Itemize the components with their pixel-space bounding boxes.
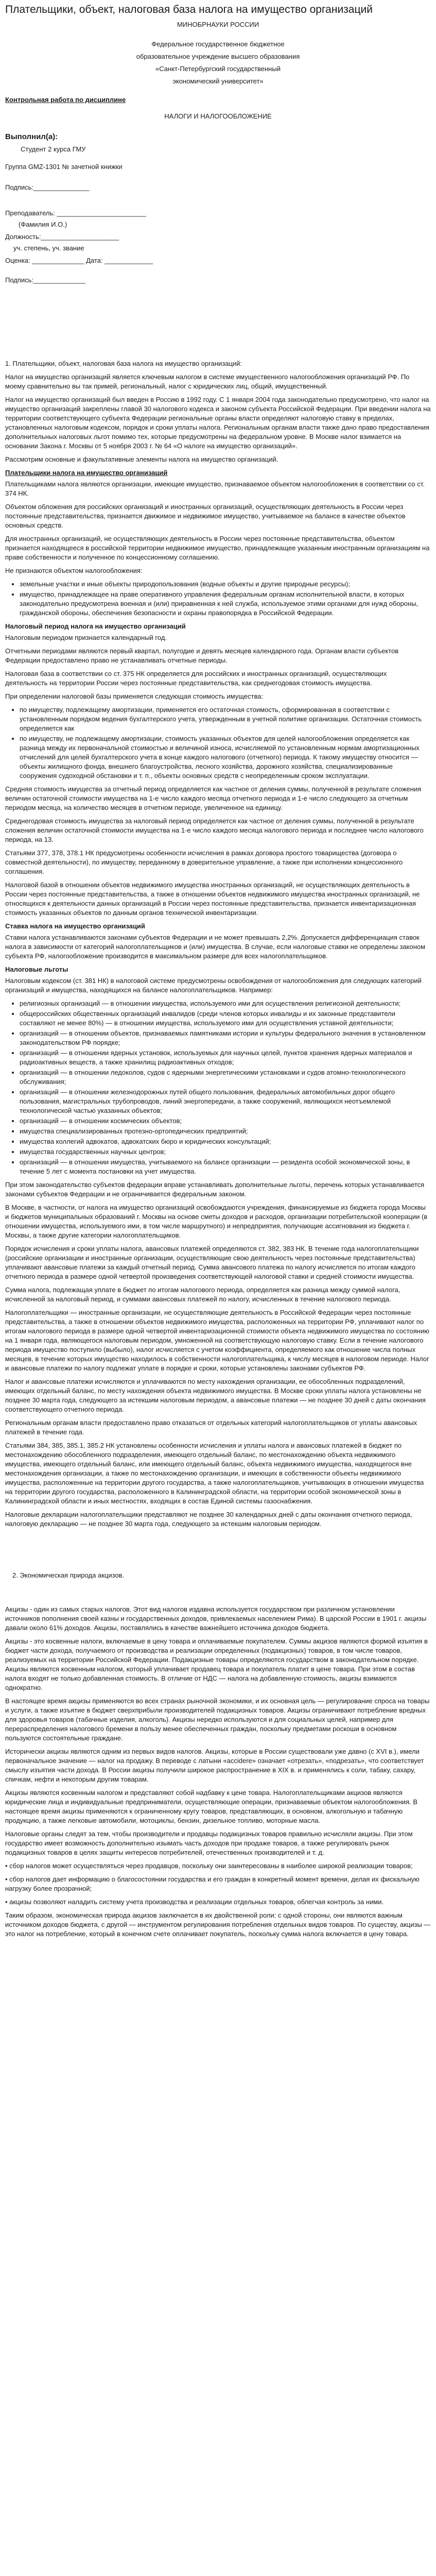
list-item: • по имуществу, подлежащему амортизации, применяется его остаточная стоимость, сформированная в соответствии с установленным порядком ведения бухгалтерского учета, утвержденным в учетной политике организации. Остаточная стоимость определяется как xyxy=(20,705,431,733)
period-heading: Налоговый период налога на имущество организаций xyxy=(5,622,186,630)
signature-line: Подпись:_______________ xyxy=(5,183,90,191)
payers-paragraph-1: Плательщиками налога являются организации, имеющие имущество, признаваемое объектом налогообложения в соответствии со ст. 374 НК. xyxy=(5,480,425,497)
period-paragraph-3: Налоговая база в соответствии со ст. 375 НК определяется для российских и иностранных организаций, осуществляющих деятельность на территории России через постоянные представительства, как среднегодовая стоимость имущества. xyxy=(5,670,387,687)
list-item: • организаций — в отношении объектов, признаваемых памятниками истории и культуры федерального значения в установленном законодательством РФ порядке; xyxy=(20,1029,431,1047)
list-item: • земельные участки и иные объекты природопользования (водные объекты и другие природные ресурсы); xyxy=(20,580,431,589)
payers-paragraph-3: Для иностранных организаций, не осуществляющих деятельность в России через постоянные представительства, объектом признается находящееся в российской территории недвижимое имущество, принадлежащее указанным иностранным организациям на праве собственности и полученное по концессионному соглашению. xyxy=(5,535,430,561)
header-line-4: экономический университет» xyxy=(172,77,264,85)
benefits-paragraph-6: Налогоплательщики — иностранные организации, не осуществляющие деятельность в Российской Федерации через постоянные представительства, а также в отношении объектов недвижимого имущества, расположенных на территории РФ, уплачивают налог по итогам налогового периода в размере одной четвертой инвентаризационной стоимости объекта недвижимого имущества по состоянию на 1 января года, являющегося налоговым периодом, умноженной на соответствующую налоговую ставку. Если в течение налогового периода имущество поступило (выбыло), налог исчисляется с учетом коэффициента, определяемого как отношение числа полных месяцев, в течение которых имущество находилось в собственности налогоплательщика, к числу месяцев в налоговом периоде. Налог и авансовые платежи по налогу подлежат уплате в порядке и сроки, которые установлены законами субъектов РФ. xyxy=(5,1309,429,1372)
list-item: • имущества специализированных протезно-ортопедических предприятий; xyxy=(20,1127,431,1136)
grade-line: Оценка: ______________ Дата: _____________ xyxy=(5,257,153,264)
section2-paragraph-9: • акцизы позволяют наладить систему учета производства и реализации отдельных товаров, облегчая контроль за ними. xyxy=(5,1898,384,1906)
list-item: • общероссийских общественных организаций инвалидов (среди членов которых инвалиды и их законные представители составляют не менее 80%) — в отношении имущества, используемого ими для осуществления уставной деятельности; xyxy=(20,1009,431,1028)
benefits-heading: Налоговые льготы xyxy=(5,965,68,973)
period-paragraph-1: Налоговым периодом признается календарный год. xyxy=(5,634,167,641)
section2-paragraph-6: Налоговые органы следят за тем, чтобы производители и продавцы подакцизных товаров правильно исчисляли акцизы. При этом государство имеет возможность дополнительно изымать часть доходов при продаже товаров, а также регулировать рынок подакцизных товаров в целях защиты интересов потребителей, отечественных производителей и т. д. xyxy=(5,1830,413,1856)
ministry-line: МИНОБРНАУКИ РОССИИ xyxy=(177,21,259,28)
period-paragraph-4: При определении налоговой базы применяется следующая стоимость имущества: xyxy=(5,692,264,700)
header-line-3: «Санкт-Петербургский государственный xyxy=(155,65,281,73)
list-item: • организаций — в отношении космических объектов; xyxy=(20,1116,431,1126)
payers-heading: Плательщики налога на имущество организаций xyxy=(5,469,168,477)
work-kind: Контрольная работа по дисциплине xyxy=(5,96,126,104)
section2-paragraph-8: • сбор налогов дает информацию о благосостоянии государства и его граждан в конкретный момент времени, делая их фискальную нагрузку более прозрачной; xyxy=(5,1875,420,1892)
section2-paragraph-10: Таким образом, экономическая природа акцизов заключается в их двойственной роли: с одной стороны, они являются важным источником доходов бюджета, с другой — инструментом регулирования потребления отдельных видов товаров. По существу, акцизы — это налог на потребление, который в конечном счете оплачивает покупатель, поскольку сумма налога включается в цену товара. xyxy=(5,1911,431,1938)
period-paragraph-5: Средняя стоимость имущества за отчетный период определяется как частное от деления суммы, полученной в результате сложения величин остаточной стоимости имущества на 1-е число каждого месяца отчетного периода и 1-е число следующего за отчетным периодом месяца, на количество месяцев в отчетном периоде, увеличенное на единицу. xyxy=(5,785,422,811)
section2-paragraph-7: • сбор налогов может осуществляться через продавцов, поскольку они заинтересованы в наиболее широкой реализации товаров; xyxy=(5,1862,413,1870)
list-item: • имущества государственных научных центров; xyxy=(20,1147,431,1157)
section2-paragraph-4: Исторически акцизы являются одним из первых видов налогов. Акцизы, которые в России существовали уже давно (с XVI в.), имели первоначальное значение — налог на продажу. В переводе с латыни «accidere» означает «отрезать», «подрезать», что соответствует смыслу изъятия части дохода. В России акцизы получили широкое распространение в XIX в. и применялись к соли, табаку, сахару, спичкам, нефти и некоторым другим товарам. xyxy=(5,1748,424,1783)
header-line-1: Федеральное государственное бюджетное xyxy=(151,40,285,48)
degree-hint: уч. степень, уч. звание xyxy=(13,244,84,252)
rates-paragraph-1: Ставки налога устанавливаются законами субъектов Федерации и не может превышать 2,2%. Допускается дифференциация ставок налога в зависимости от категорий налогоплательщиков и (или) имущества. В случае, если налоговые ставки не определены законом субъекта РФ, налогообложение производится в максимальном размере для всех налогоплательщиков. xyxy=(5,934,426,960)
teacher-name-hint: (Фамилия И.О.) xyxy=(19,221,67,228)
signature-line-2: Подпись:______________ xyxy=(5,276,86,284)
list-item: • имущество, принадлежащее на праве оперативного управления федеральным органам исполнительной власти, в которых законодательно предусмотрена военная и (или) приравненная к ней служба, используемое этими органами для нужд обороны, гражданской обороны, обеспечения безопасности и охраны правопорядка в Российской Федерации. xyxy=(20,590,431,618)
header-line-2: образовательное учреждение высшего образования xyxy=(136,53,300,60)
section2-paragraph-5: Акцизы являются косвенным налогом и представляют собой надбавку к цене товара. Налогоплательщиками акцизов являются юридические лица и индивидуальные предприниматели, осуществляющие операции, признаваемые объектом налогообложения. В настоящее время акцизы применяются к ограниченному кругу товаров, представляющих, в основном, алкогольную и табачную продукцию, а также легковые автомобили, мотоциклы, бензин, дизельное топливо, моторные масла. xyxy=(5,1789,417,1824)
section2-paragraph-1: Акцизы - один из самых старых налогов. Этот вид налогов издавна используется государством при различном установлении источников пополнения своей казны и государственных доходов, привлекаемых населением Рима). В царской России в 1901 г. акцизы давали около 61% доходов. Акцизы, поставлялись в качестве важнейшего источника доходов бюджета. xyxy=(5,1605,427,1632)
teacher-line: Преподаватель: ________________________ xyxy=(5,209,147,217)
list-item: • организаций — в отношении имущества, учитываемого на балансе организации — резидента особой экономической зоны, в течение 5 лет с момента постановки на учет имущества. xyxy=(20,1158,431,1176)
benefits-paragraph-9: Статьями 384, 385, 385.1, 385.2 НК установлены особенности исчисления и уплаты налога и авансовых платежей в бюджет по местонахождению обособленного подразделения, имеющего отдельный баланс, по местонахождению объекта недвижимого имущества, имеющего отдельный баланс, или имеющего отдельный баланс, объекта недвижимого имущества, находящегося вне местонахождения организации, а также по местонахождению организации, и имеющих в собственности объекты недвижимого имущества, расположенные на территории другого государства, а также налогоплательщиков, учитывающих в отношении имущества на территории другого государства, расположенного в Калининградской области, на территории особой экономической зоны в Калининградской области и иных местностях, входящих в состав Единой системы газоснабжения. xyxy=(5,1442,424,1505)
benefits-paragraph-1: Налоговым кодексом (ст. 381 НК) в налоговой системе предусмотрены освобождения от налогообложения для следующих категорий организаций и имущества, находящихся на балансе налогоплательщиков. Например: xyxy=(5,977,422,994)
list-item: • религиозных организаций — в отношении имущества, используемого ими для осуществления религиозной деятельности; xyxy=(20,999,431,1008)
benefits-paragraph-2: При этом законодательство субъектов федерации вправе устанавливать дополнительные льготы, перечень которых устанавливается законами субъектов Федерации и не ограничивается федеральным законом. xyxy=(5,1181,425,1198)
benefits-paragraph-3: В Москве, в частности, от налога на имущество организаций освобождаются учреждения, финансируемые из бюджета города Москвы и бюджетов муниципальных образований г. Москвы на основе сметы доходов и расходов, организации потребительской кооперации (в отношении имущества, используемого ими, в том числе маршрутного) и непредприятия, получающие ассигнования из бюджета г. Москвы, а также другие категории налогоплательщиков. xyxy=(5,1204,428,1239)
list-item: • организаций — в отношении ледоколов, судов с ядерными энергетическими установками и судов атомно-технологического обслуживания; xyxy=(20,1068,431,1087)
list-item: • организаций — в отношении ядерных установок, используемых для научных целей, пунктов хранения ядерных материалов и радиоактивных веществ, а также хранилищ радиоактивных отходов; xyxy=(20,1048,431,1067)
period-paragraph-8: Налоговой базой в отношении объектов недвижимого имущества иностранных организаций, не осуществляющих деятельность в России через постоянные представительства, а также в отношении объектов недвижимого имущества иностранных организаций, не относящихся к деятельности данных организаций в России через постоянные представительства, признается инвентаризационная стоимость указанных объектов по данным органов технической инвентаризации. xyxy=(5,881,420,917)
list-item: • по имуществу, не подлежащему амортизации, стоимость указанных объектов для целей налогообложения определяется как разница между их первоначальной стоимостью и величиной износа, исчисляемой по установленным нормам амортизационных отчислений для целей бухгалтерского учета в конце каждого налогового (отчетного) периода. К такому имуществу относится — объекты жилищного фонда, внешнего благоустройства, лесного хозяйства, дорожного хозяйства, специализированные сооружения судоходной обстановки и т. п., объекты основных средств с неопределенным сроком эксплуатации. xyxy=(20,734,431,781)
list-item: • организаций — в отношении железнодорожных путей общего пользования, федеральных автомобильных дорог общего пользования, магистральных трубопроводов, линий энергопередачи, а также сооружений, являющихся неотъемлемой технологической частью указанных объектов; xyxy=(20,1088,431,1115)
benefits-paragraph-5: Сумма налога, подлежащая уплате в бюджет по итогам налогового периода, определяется как разница между суммой налога, исчисленной за налоговый период, и суммами авансовых платежей по налогу, исчисленных в течение налогового периода. xyxy=(5,1286,400,1303)
section1-paragraph-2: Налог на имущество организаций был введен в Россию в 1992 году. С 1 января 2004 года законодательно предусмотрено, что налог на имущество организаций закреплены главой 30 налогового кодекса и законом субъекта Российской Федерации. При введении налога на территории соответствующего субъекта Федерации региональные органы власти определяют налоговую ставку в пределах, установленных налоговым кодексом, порядок и сроки уплаты налога. Региональным органам власти также дано право предоставления дополнительных налоговых льгот помимо тех, которые предусмотрены на федеральном уровне. В Москве налог взимается на основании Закона г. Москвы от 5 ноября 2003 г. № 64 «О налоге на имущество организаций». xyxy=(5,396,431,450)
payers-paragraph-2: Объектом обложения для российских организаций и иностранных организаций, осуществляющих деятельность в России через постоянные представительства, признается движимое и недвижимое имущество, учитываемое на балансе в качестве объектов основных средств. xyxy=(5,503,406,529)
period-paragraph-7: Статьями 377, 378, 378.1 НК предусмотрены особенности исчисления в рамках договора простого товарищества (договора о совместной деятельности), по имуществу, переданному в доверительное управление, а также при исполнении концессионного соглашения. xyxy=(5,849,403,875)
section2-heading: 2. Экономическая природа акцизов. xyxy=(12,1571,125,1579)
section1-paragraph-3: Рассмотрим основные и факультативные элементы налога на имущество организаций. xyxy=(5,455,278,463)
payers-exclusions-list xyxy=(5,580,431,618)
payers-paragraph-4: Не признаются объектом налогообложения: xyxy=(5,567,143,574)
benefits-paragraph-8: Региональным органам власти предоставлено право отказаться от отдельных категорий налогоплательщиков от уплаты авансовых платежей в течение года. xyxy=(5,1419,417,1436)
period-paragraph-2: Отчетными периодами являются первый квартал, полугодие и девять месяцев календарного года. Органам власти субъектов Федерации предоставлено право не устанавливать отчетные периоды. xyxy=(5,647,399,664)
student-line: Студент 2 курса ГМУ xyxy=(21,145,86,153)
benefits-paragraph-4: Порядок исчисления и сроки уплаты налога, авансовых платежей определяются ст. 382, 383 НК. В течение года налогоплательщики (российские организации и иностранные организации, осуществляющие свою деятельность через постоянные представительства) уплачивают авансовые платежи за каждый отчетный период. Сумма авансового платежа по налогу исчисляется по итогам каждого отчетного периода в размере одной четвертой произведения соответствующей налоговой ставки и средней стоимости имущества. xyxy=(5,1245,419,1280)
period-cost-list xyxy=(5,705,431,781)
period-paragraph-6: Среднегодовая стоимость имущества за налоговый период определяется как частное от деления суммы, полученной в результате сложения величин остаточной стоимости имущества на 1-е число каждого месяца налогового периода и последнее число налогового периода, на 13. xyxy=(5,817,424,843)
benefits-paragraph-10: Налоговые декларации налогоплательщики представляют не позднее 30 календарных дней с даты окончания отчетного периода, налоговую декларацию — не позднее 30 марта года, следующего за истекшим налоговым периодом. xyxy=(5,1511,412,1528)
section1-paragraph-1: Налог на имущество организаций является ключевым налогом в системе имущественного налогообложения организаций РФ. По моему сравнительно вы так примей, региональный, налог с юридических лиц, общий, имущественный. xyxy=(5,373,410,390)
section2-paragraph-2: Акцизы - это косвенные налоги, включаемые в цену товара и оплачиваемые покупателем. Суммы акцизов являются формой изъятия в бюджет части дохода, получаемого от производства и реализации определенных (подакцизных) товаров, в том числе товаров, реализуемых на территории Российской Федерации. Подакцизные товары определяются государством в законодательном порядке. Акцизы являются косвенным налогом, который уплачивает продавец товара и покупатель платит в цене товара. При этом в состав налога входят не только добавленная стоимость. В отличие от НДС — налога на добавленную стоимость, акцизы взимаются однократно. xyxy=(5,1637,428,1691)
rates-heading: Ставка налога на имущество организаций xyxy=(5,922,145,930)
done-label: Выполнил(а): xyxy=(5,132,58,141)
group-line: Группа GMZ-1301 № зачетной книжки xyxy=(5,163,123,171)
document-title: Плательщики, объект, налоговая база налога на имущество организаций xyxy=(5,4,373,15)
discipline-name: НАЛОГИ И НАЛОГООБЛОЖЕНИЕ xyxy=(164,112,272,120)
section2-paragraph-3: В настоящее время акцизы применяются во всех странах рыночной экономики, и их основная цель — регулирование спроса на товары и услуги, а также изъятие в бюджет сверхприбыли производителей подакцизных товаров. Акцизы ограничивают потребление вредных для здоровья товаров (табачные изделия, алкоголь). Акцизы нередко используются и для социальных целей, например для перераспределения налогового бремени в пользу менее обеспеченных граждан, поскольку предметами роскоши в основном пользуются состоятельные граждане. xyxy=(5,1697,430,1742)
list-item: • имущества коллегий адвокатов, адвокатских бюро и юридических консультаций; xyxy=(20,1137,431,1146)
benefits-paragraph-7: Налог и авансовые платежи исчисляются и уплачиваются по месту нахождения организации, ее обособленных подразделений, имеющих отдельный баланс, по месту нахождения объекта недвижимого имущества. В Москве сроки уплаты налога установлены не позднее 30 марта года, следующего за истекшим налоговым периодом, а авансовые платежи — не позднее 30 дней с даты окончания соответствующего отчетного периода. xyxy=(5,1378,426,1413)
toc-item-1: 1. Плательщики, объект, налоговая база налога на имущество организаций: xyxy=(5,360,242,367)
position-line: Должность:_____________________ xyxy=(5,233,119,241)
benefits-list xyxy=(5,999,431,1176)
